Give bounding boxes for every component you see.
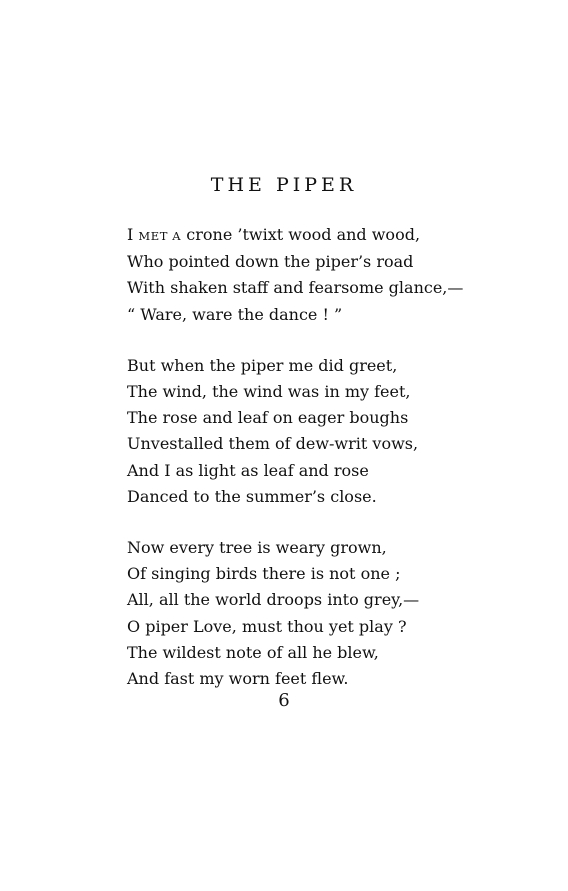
poem-line: Of singing birds there is not one ; <box>127 564 401 584</box>
poem-line: The wind, the wind was in my feet, <box>127 382 411 402</box>
poem-line: O piper Love, must thou yet play ? <box>127 616 407 636</box>
poem-line: The wildest note of all he blew, <box>127 642 379 662</box>
poem-line: Unvestalled them of dew-writ vows, <box>127 434 419 454</box>
line-lead: I <box>127 225 139 244</box>
poem-line: The rose and leaf on eager boughs <box>127 408 409 428</box>
poem-line: But when the piper me did greet, <box>127 355 398 375</box>
line-rest: crone ’twixt wood and wood, <box>181 225 421 244</box>
page-number: 6 <box>278 690 290 711</box>
poem-line: With shaken staff and fearsome glance,— <box>127 278 464 298</box>
stanza-1 <box>127 222 547 328</box>
poem-body <box>127 222 547 692</box>
poem-line: Now every tree is weary grown, <box>127 538 387 558</box>
line-smallcaps: MET A <box>138 229 182 243</box>
poem-line: Who pointed down the piper’s road <box>127 252 414 272</box>
poem-line: And fast my worn feet flew. <box>127 669 349 689</box>
stanza-2 <box>127 353 547 510</box>
poem-line <box>127 222 547 249</box>
poem-line: All, all the world droops into grey,— <box>127 590 420 610</box>
poem-title: THE PIPER <box>210 174 358 196</box>
poem-line: And I as light as leaf and rose <box>127 460 369 480</box>
poem-line: “ Ware, ware the dance ! ” <box>127 304 343 324</box>
poem-line: Danced to the summer’s close. <box>127 486 377 506</box>
stanza-3 <box>127 535 547 692</box>
